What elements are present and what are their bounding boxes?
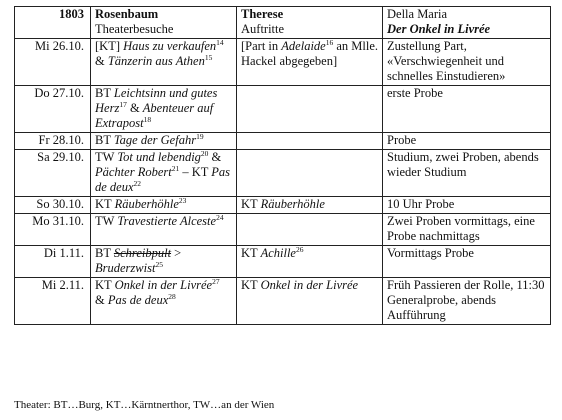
footnote-ref: 18 <box>143 115 152 124</box>
cell-text: & <box>208 150 222 164</box>
play-title: Räuberhöhle <box>114 197 179 211</box>
play-title: Achille <box>260 246 296 260</box>
rosenbaum-header <box>91 7 237 39</box>
rosenbaum-cell <box>91 246 237 278</box>
cell-text: BT <box>95 133 114 147</box>
struck-text: Schreibpult <box>113 246 172 260</box>
footnote-ref: 26 <box>295 245 304 254</box>
table-row <box>15 278 551 325</box>
therese-title: Therese <box>241 7 284 21</box>
play-title: Onkel in der Livrée <box>114 278 213 292</box>
rosenbaum-cell <box>91 214 237 246</box>
header-row <box>15 7 551 39</box>
play-title <box>114 246 171 260</box>
play-title: Adelaide <box>281 39 326 53</box>
play-title: Abenteuer auf Extrapost <box>95 101 214 130</box>
cell-text: [Part in <box>241 39 282 53</box>
play-title: Tage der Gefahr <box>113 133 197 147</box>
table-row <box>15 246 551 278</box>
year-header: 1803 <box>15 7 91 39</box>
cell-text: TW <box>95 150 118 164</box>
footnote-ref: 23 <box>178 196 187 205</box>
play-title: Haus zu verkaufen <box>123 39 217 53</box>
table-row <box>15 39 551 86</box>
play-title: Räuberhöhle <box>260 197 325 211</box>
rosenbaum-title: Rosenbaum <box>95 7 159 21</box>
theater-footnote: Theater: BT…Burg, KT…Kärntnerthor, TW…an der Wien <box>14 399 275 411</box>
rosenbaum-cell <box>91 278 237 325</box>
cell-text: Vormittags Probe <box>387 246 474 260</box>
therese-cell <box>237 197 383 214</box>
date-cell: Sa 29.10. <box>15 150 91 197</box>
cell-text: & <box>126 101 143 115</box>
footnote-ref: 20 <box>200 149 209 158</box>
table-row <box>15 133 551 150</box>
della-maria-cell <box>383 86 551 133</box>
play-title: Pächter Robert <box>95 165 172 179</box>
date-cell: Mo 31.10. <box>15 214 91 246</box>
della-maria-cell <box>383 150 551 197</box>
cell-text: KT <box>95 278 115 292</box>
cell-text: > <box>171 246 182 260</box>
cell-text: KT <box>241 197 261 211</box>
cell-text: KT <box>241 246 261 260</box>
footnote-ref: 22 <box>133 179 142 188</box>
date-cell: Do 27.10. <box>15 86 91 133</box>
table-row <box>15 86 551 133</box>
play-title: Leichtsinn und gutes Herz <box>95 86 218 115</box>
date-cell: So 30.10. <box>15 197 91 214</box>
cell-text: BT <box>95 246 114 260</box>
cell-text: – KT <box>179 165 212 179</box>
footnote-ref: 25 <box>155 260 163 269</box>
rosenbaum-cell <box>91 86 237 133</box>
rosenbaum-cell <box>91 197 237 214</box>
date-cell: Fr 28.10. <box>15 133 91 150</box>
table-row <box>15 150 551 197</box>
rosenbaum-cell <box>91 133 237 150</box>
della-maria-cell <box>383 133 551 150</box>
play-title: Tot und lebendig <box>117 150 201 164</box>
cell-text: Zustellung Part, «Verschwiegenheit und schnelles Einstudieren» <box>387 39 506 83</box>
della-maria-cell <box>383 197 551 214</box>
play-title: Travestierte Alceste <box>117 214 217 228</box>
date-cell: Mi 26.10. <box>15 39 91 86</box>
play-title: Pas de deux <box>95 165 231 194</box>
cell-text: & <box>95 54 108 68</box>
cell-text: Studium, zwei Proben, abends wieder Studium <box>387 150 539 179</box>
footnote-ref: 16 <box>325 38 334 47</box>
cell-text: KT <box>95 197 115 211</box>
cell-text: & <box>95 293 108 307</box>
table-row <box>15 214 551 246</box>
footnote-ref: 19 <box>196 132 204 141</box>
date-cell: Di 1.11. <box>15 246 91 278</box>
therese-cell <box>237 214 383 246</box>
footnote-ref: 24 <box>216 213 224 222</box>
della-maria-title: Della Maria <box>387 7 448 21</box>
cell-text: an Mlle. Hackel abgegeben] <box>241 39 379 68</box>
footnote-ref: 17 <box>119 100 127 109</box>
rosenbaum-cell <box>91 39 237 86</box>
cell-text: Probe <box>387 133 417 147</box>
therese-subtitle: Auftritte <box>241 22 285 36</box>
della-maria-cell <box>383 246 551 278</box>
cell-text: 10 Uhr Probe <box>387 197 455 211</box>
date-cell: Mi 2.11. <box>15 278 91 325</box>
therese-cell <box>237 150 383 197</box>
della-maria-header <box>383 7 551 39</box>
therese-cell <box>237 133 383 150</box>
footnote-ref: 27 <box>212 277 220 286</box>
della-maria-subtitle: Der Onkel in Livrée <box>387 22 491 36</box>
cell-text: BT <box>95 86 114 100</box>
cell-text: Früh Passieren der Rolle, 11:30 Generalprobe, abends Aufführung <box>387 278 545 322</box>
therese-cell <box>237 39 383 86</box>
cell-text: [KT] <box>95 39 124 53</box>
table-row <box>15 197 551 214</box>
schedule-table <box>14 6 551 325</box>
play-title: Pas de deux <box>107 293 169 307</box>
rosenbaum-cell <box>91 150 237 197</box>
della-maria-cell <box>383 39 551 86</box>
therese-header <box>237 7 383 39</box>
footnote-ref: 21 <box>171 164 180 173</box>
cell-text: KT <box>241 278 261 292</box>
della-maria-cell <box>383 278 551 325</box>
therese-cell <box>237 278 383 325</box>
cell-text: Zwei Proben vormittags, eine Probe nachmittags <box>387 214 535 243</box>
footnote-ref: 28 <box>168 292 176 301</box>
play-title: Onkel in der Livrée <box>260 278 359 292</box>
play-title: Bruderzwist <box>95 261 156 275</box>
cell-text: erste Probe <box>387 86 443 100</box>
della-maria-cell <box>383 214 551 246</box>
cell-text: TW <box>95 214 118 228</box>
therese-cell <box>237 86 383 133</box>
therese-cell <box>237 246 383 278</box>
rosenbaum-subtitle: Theaterbesuche <box>95 22 174 36</box>
footnote-ref: 14 <box>216 38 224 47</box>
footnote-ref: 15 <box>204 53 213 62</box>
play-title: Tänzerin aus Athen <box>107 54 205 68</box>
